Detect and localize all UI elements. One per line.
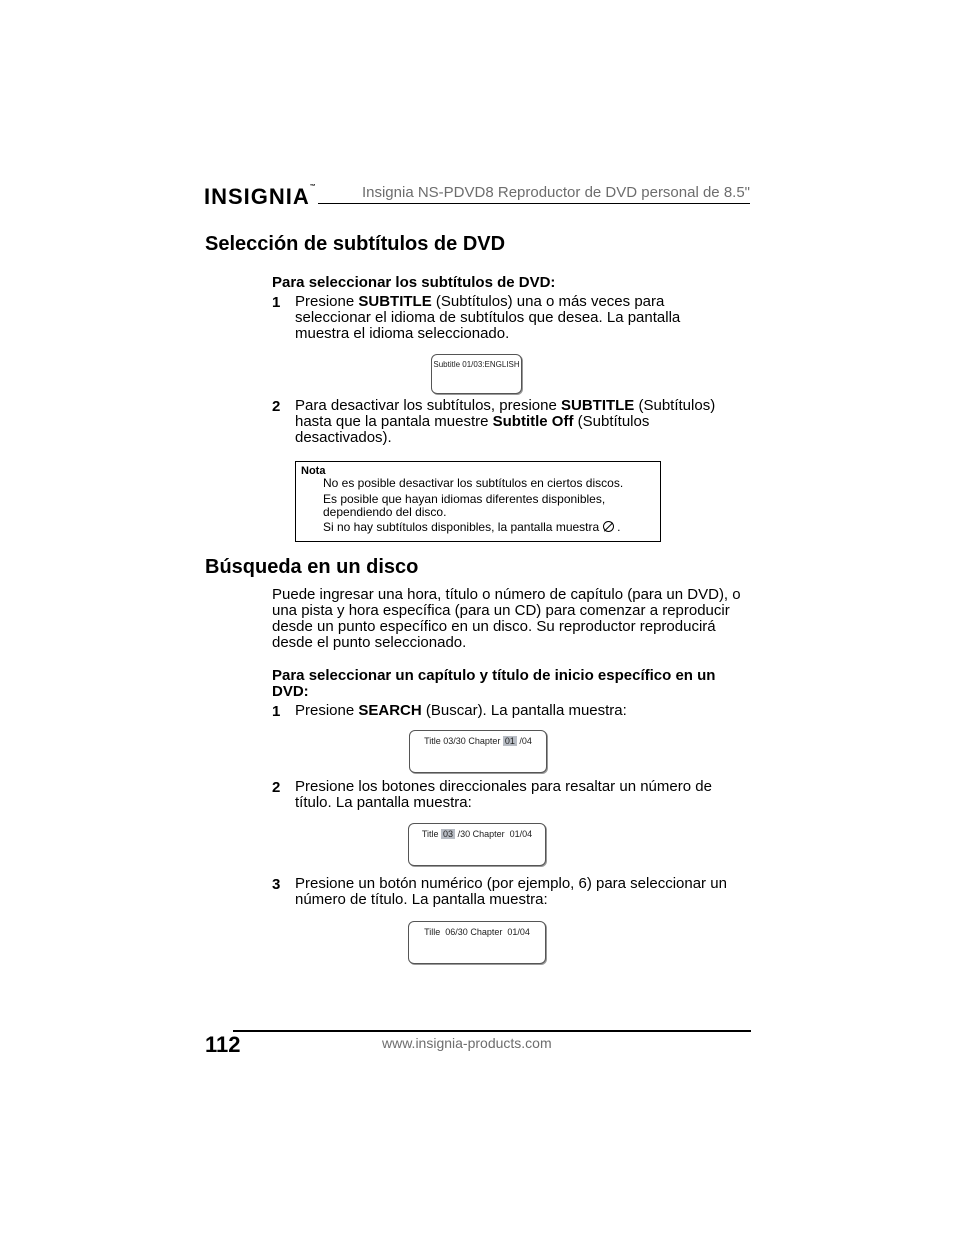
step-number: 3 bbox=[272, 876, 281, 893]
step-number: 1 bbox=[272, 703, 281, 720]
header-title: Insignia NS-PDVD8 Reproductor de DVD personal de 8.5" bbox=[361, 184, 750, 201]
note-title: Nota bbox=[301, 465, 326, 477]
step-text: Presione SUBTITLE (Subtítulos) una o más veces para seleccionar el idioma de subtítulos que desea. La pantalla muestra el idioma seleccionado. bbox=[295, 293, 681, 342]
footer-rule bbox=[233, 1030, 751, 1032]
note-line: Es posible que hayan idiomas diferentes disponibles, dependiendo del disco. bbox=[323, 492, 606, 519]
osd-screen-subtitle: Subtitle 01/03:ENGLISH bbox=[431, 354, 522, 394]
osd-screen-search: Title 03/30 Chapter 01 /04 bbox=[409, 730, 547, 773]
section-heading-subtitles: Selección de subtítulos de DVD bbox=[205, 233, 506, 255]
brand-logo: INSIGNIA™ bbox=[204, 184, 317, 209]
osd-screen-title-entered: Tille 06/30 Chapter 01/04 bbox=[408, 921, 546, 964]
section-heading-search: Búsqueda en un disco bbox=[205, 556, 419, 578]
no-subtitle-icon bbox=[603, 521, 614, 532]
intro-paragraph: Puede ingresar una hora, título o número de capítulo (para un DVD), o una pista y hora específica (para un CD) para comenzar a reproducir desde un punto específico en un disco. Su reproductor reproducirá desde el punto seleccionado. bbox=[272, 586, 741, 651]
step-number: 1 bbox=[272, 294, 281, 311]
step-text: Presione un botón numérico (por ejemplo, 6) para seleccionar un número de título. La pantalla muestra: bbox=[295, 875, 727, 908]
step-text: Presione los botones direccionales para resaltar un número de título. La pantalla muestra: bbox=[295, 778, 712, 811]
header-rule bbox=[318, 203, 750, 204]
page-number: 112 bbox=[205, 1032, 241, 1057]
note-line: Si no hay subtítulos disponibles, la pantalla muestra . bbox=[323, 520, 621, 534]
footer-url: www.insignia-products.com bbox=[382, 1035, 552, 1051]
step-number: 2 bbox=[272, 398, 281, 415]
note-box bbox=[295, 461, 661, 542]
note-line: No es posible desactivar los subtítulos en ciertos discos. bbox=[323, 476, 624, 490]
step-text: Para desactivar los subtítulos, presione SUBTITLE (Subtítulos) hasta que la pantala muestre Subtitle Off (Subtítulos desactivados). bbox=[295, 397, 716, 446]
subheading-subtitles: Para seleccionar los subtítulos de DVD: bbox=[272, 274, 556, 291]
subheading-search: Para seleccionar un capítulo y título de inicio específico en un DVD: bbox=[272, 667, 716, 700]
osd-screen-title-highlight: Title 03 /30 Chapter 01/04 bbox=[408, 823, 546, 866]
step-text: Presione SEARCH (Buscar). La pantalla muestra: bbox=[295, 702, 627, 719]
step-number: 2 bbox=[272, 779, 281, 796]
